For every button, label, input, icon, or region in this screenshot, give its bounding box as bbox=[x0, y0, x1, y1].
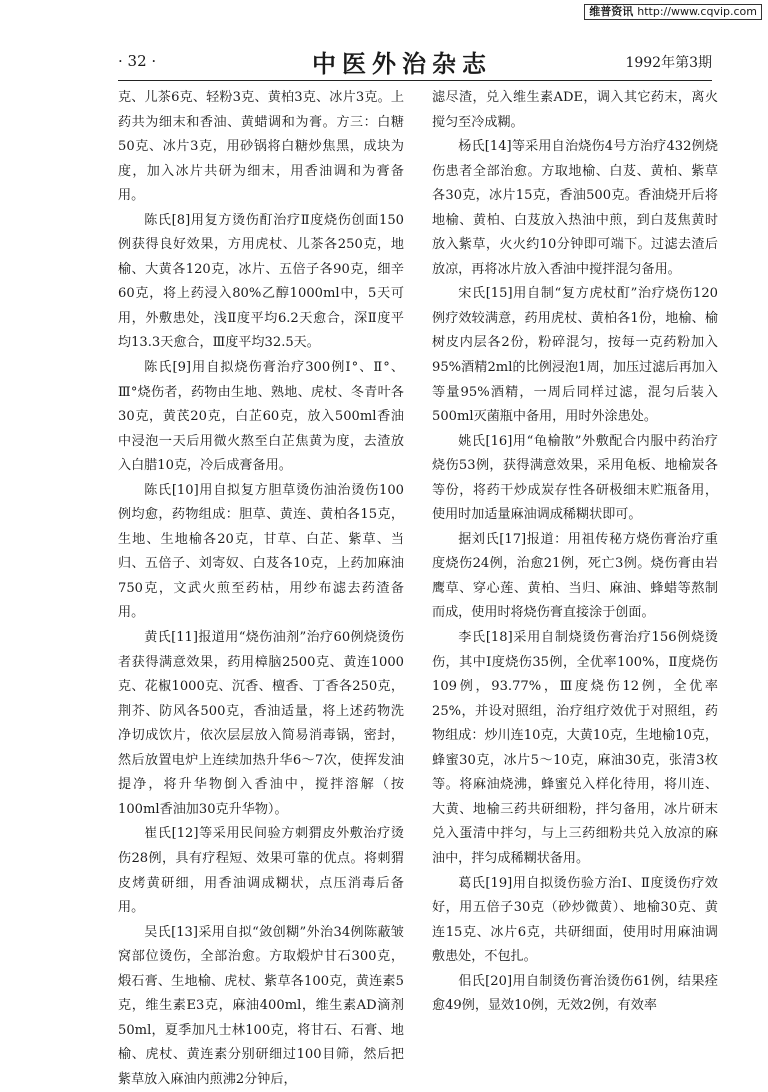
paragraph: 杨氏[14]等采用自治烧伤4号方治疗432例烧伤患者全部治愈。方取地榆、白芨、黄柏、紫草各30克，冰片15克，香油500克。香油烧开后将地榆、黄柏、白芨放入热油中煎，到白芨焦黄时放入紫草，火火约10分钟即可端下。过滤去渣后放凉，再将冰片放入香油中搅拌混匀备用。 bbox=[432, 139, 718, 277]
paragraph: 佀氏[20]用自制烫伤膏治烫伤61例，结果痊愈49例，显效10例，无效2例，有效率 bbox=[432, 973, 718, 1014]
paragraph: 陈氏[10]用自拟复方胆草烫伤油治烫伤100例均愈，药物组成：胆草、黄连、黄柏各15克，生地、生地榆各20克，甘草、白芷、紫草、当归、五倍子、刘寄奴、白芨各10克，上药加麻油750克，文武火煎至药枯，用纱布滤去药渣备用。 bbox=[118, 482, 404, 621]
paragraph: 据刘氏[17]报道：用祖传秘方烧伤膏治疗重度烧伤24例，治愈21例，死亡3例。烧伤膏由岩鹰草、穿心莲、黄柏、当归、麻油、蜂蜡等熬制而成，使用时将烧伤膏直接涂于创面。 bbox=[432, 531, 718, 621]
issue-label: 1992年第3期 bbox=[625, 55, 712, 71]
paragraph: 李氏[18]采用自制烧烫伤膏治疗156例烧烫伤，其中Ⅰ度烧伤35例，全优率100%，Ⅱ度烧伤109例，93.77%，Ⅲ度烧伤12例，全优率25%，并设对照组，治疗组疗效优于对照组，药物组成：炒川连10克，大黄10克，生地榆10克，蜂蜜30克，冰片5～10克，麻油30克，张清3枚等。将麻油烧沸，蜂蜜兑入样化待用，将川连、大黄、地榆三药共研细粉，拌匀备用，冰片研末兑入蛋清中拌匀，与上三药细粉共兑入放凉的麻油中，拌匀成稀糊状备用。 bbox=[432, 630, 718, 866]
paragraph: 滤尽渣，兑入维生素ADE，调入其它药末，离火搅匀至冷成糊。 bbox=[432, 90, 718, 130]
paragraph: 崔氏[12]等采用民间验方刺猬皮外敷治疗烫伤28例，具有疗程短、效果可靠的优点。将刺猬皮烤黄研细，用香油调成糊状，点压消毒后备用。 bbox=[118, 826, 404, 916]
paragraph: 黄氏[11]报道用“烧伤油剂”治疗60例烧烫伤者获得满意效果，药用樟脑2500克、黄连1000克、花椒1000克、沉香、檀香、丁香各250克，荆芥、防风各500克，香油适量，将上述药物洗净切成饮片，依次层层放入简易消毒锅，密封，然后放置电炉上连续加热升华6～7次，使挥发油提净，将升华物倒入香油中，搅拌溶解（按100ml香油加30克升华物）。 bbox=[118, 630, 404, 817]
paragraph: 陈氏[9]用自拟烧伤膏治疗300例Ⅰ°、Ⅱ°、Ⅲ°烧伤者，药物由生地、熟地、虎杖、冬青叶各30克，黄芪20克，白芷60克，放入500ml香油中浸泡一天后用微火熬至白芷焦黄为度，去渣放入白腊10克，冷后成膏备用。 bbox=[118, 360, 404, 474]
right-column bbox=[432, 86, 718, 1019]
paragraph: 吴氏[13]采用自拟“敛创糊”外治34例陈蔽皱窝部位烫伤，全部治愈。方取煅炉甘石300克，煅石膏、生地榆、虎杖、紫草各100克，黄连素5克，维生素E3克，麻油400ml，维生素AD滴剂50ml，夏季加凡士林100克，将甘石、石膏、地榆、虎杖、黄连素分别研细过100目筛，然后把紫草放入麻油内煎沸2分钟后， bbox=[118, 924, 404, 1087]
paragraph: 姚氏[16]用“龟榆散”外敷配合内服中药治疗烧伤53例，获得满意效果，采用龟板、地榆炭各等份，将药干炒成炭存性各研极细末贮瓶备用，使用时加适量麻油调成稀糊状即可。 bbox=[432, 433, 718, 523]
left-column bbox=[118, 86, 404, 1092]
paragraph: 陈氏[8]用复方烫伤酊治疗Ⅱ度烧伤创面150例获得良好效果，方用虎杖、儿茶各250克，地榆、大黄各120克，冰片、五倍子各90克，细辛60克，将上药浸入80%乙醇1000ml中，5天可用，外敷患处，浅Ⅱ度平均6.2天愈合，深Ⅱ度平均13.3天愈合，Ⅲ度平均32.5天。 bbox=[118, 212, 404, 351]
paragraph: 宋氏[15]用自制“复方虎杖酊”治疗烧伤120例疗效较满意，药用虎杖、黄柏各1份，地榆、榆树皮内层各2份，粉碎混匀，按每一克药粉加入95%酒精2ml的比例浸泡1周，加压过滤后再加入等量95%酒精，一周后同样过滤，混匀后装入500ml灭菌瓶中备用，用时外涂患处。 bbox=[432, 286, 718, 425]
paragraph: 克、儿茶6克、轻粉3克、黄柏3克、冰片3克。上药共为细末和香油、黄蜡调和为膏。方三：白糖50克、冰片3克，用砂锅将白糖炒焦黑，成块为度，加入冰片共研为细末，用香油调和为膏备用。 bbox=[118, 90, 404, 204]
header-rule bbox=[118, 80, 712, 81]
watermark-logo bbox=[584, 4, 762, 20]
watermark-url: http://www.cqvip.com bbox=[637, 5, 757, 18]
paragraph: 葛氏[19]用自拟烫伤验方治Ⅰ、Ⅱ度烫伤疗效好，用五倍子30克（砂炒微黄）、地榆30克、黄连15克、冰片6克，共研细面，使用时用麻油调敷患处，不包扎。 bbox=[432, 875, 718, 965]
page-header bbox=[112, 42, 712, 82]
journal-title: 中医外治杂志 bbox=[312, 49, 492, 78]
page-number: · 32 · bbox=[118, 52, 157, 70]
watermark-brand: 维普资讯 bbox=[589, 5, 634, 18]
